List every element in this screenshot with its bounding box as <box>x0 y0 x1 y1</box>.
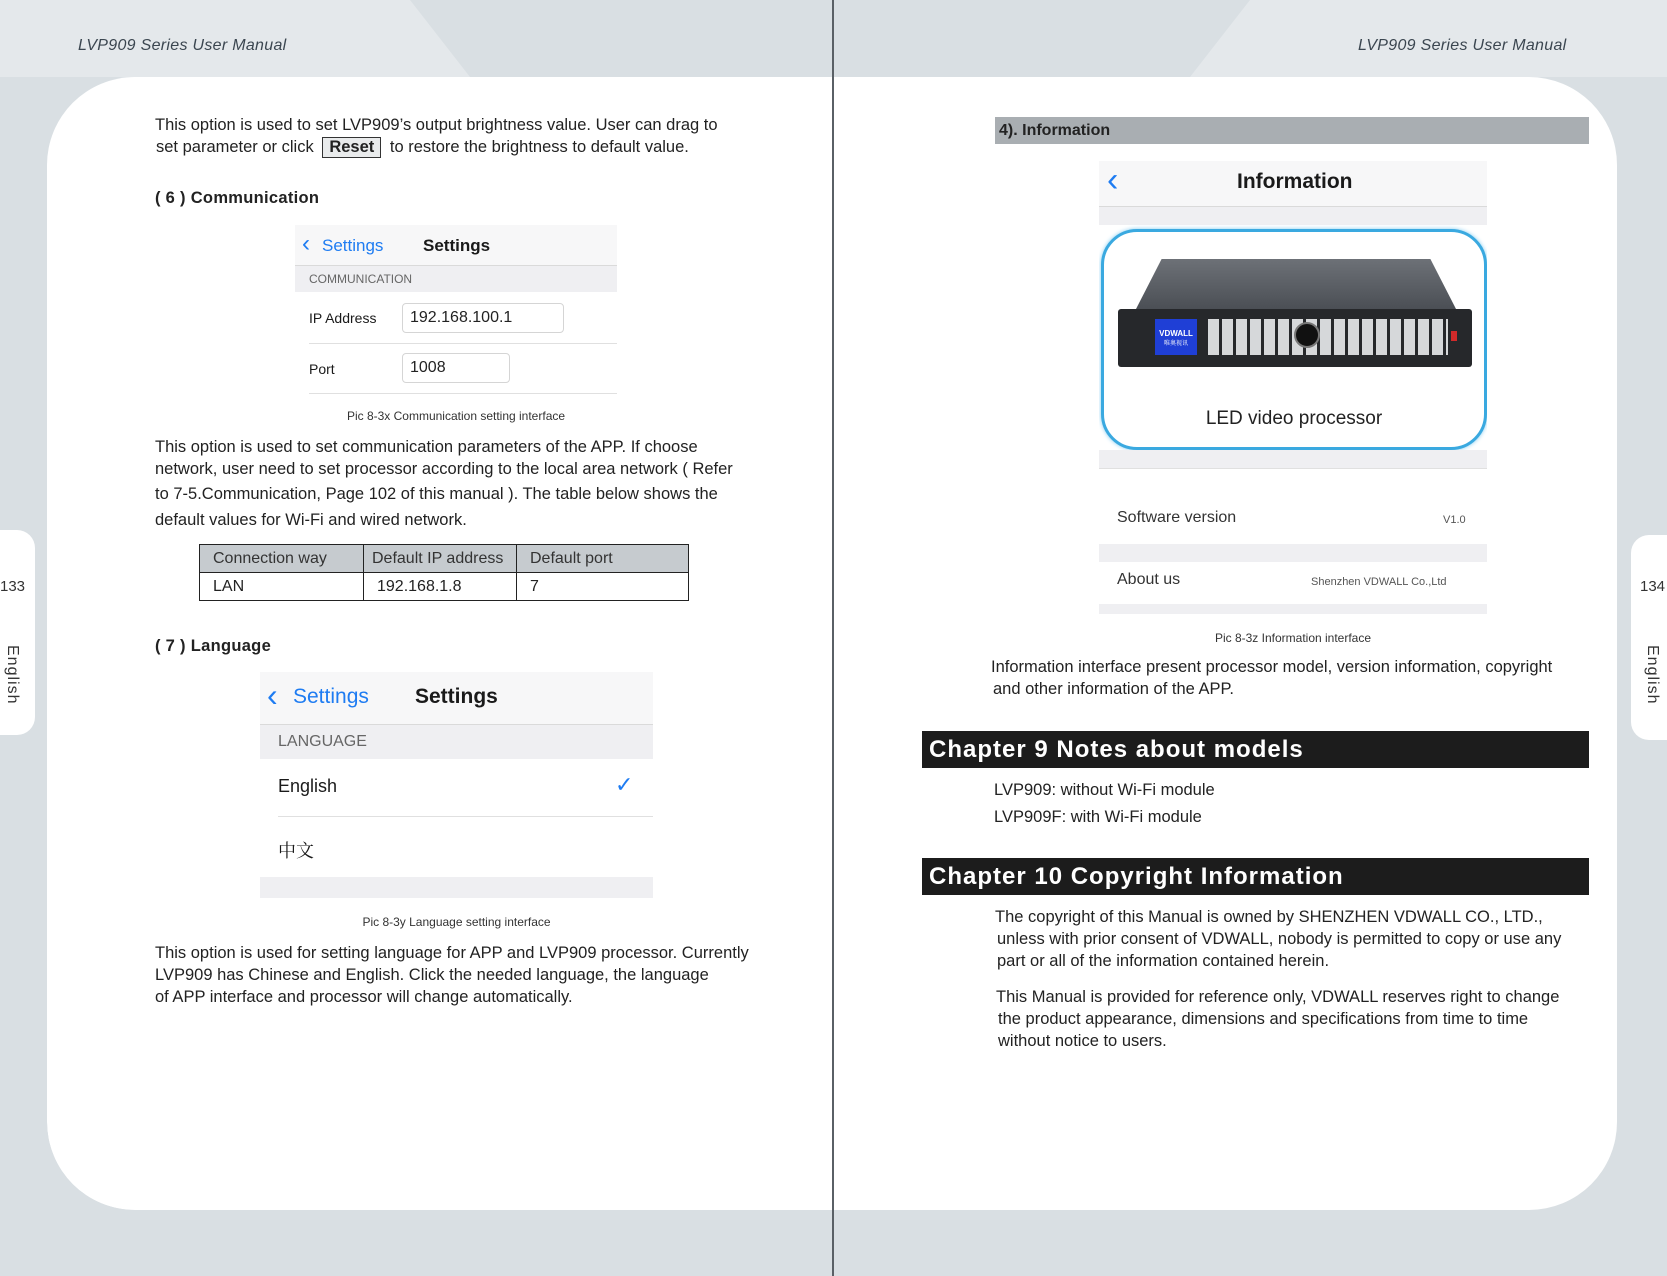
side-language-right: English <box>1644 645 1661 705</box>
device-label: LED video processor <box>1205 408 1383 429</box>
brightness-line-2 <box>156 136 689 158</box>
section-spacer <box>1099 544 1487 562</box>
table-cell: LAN <box>200 573 364 601</box>
bottom-spacer <box>1099 604 1487 614</box>
info-line-2: and other information of the APP. <box>993 680 1234 698</box>
header-title-right: LVP909 Series User Manual <box>1358 37 1567 54</box>
chapter-9-heading: Chapter 9 Notes about models <box>922 731 1589 768</box>
software-version-value: V1.0 <box>1443 514 1466 526</box>
device-top <box>1136 259 1456 309</box>
back-button[interactable]: Settings <box>293 685 369 708</box>
table-row <box>200 573 689 601</box>
default-values-table <box>199 544 689 601</box>
section-header: LANGUAGE <box>260 725 653 759</box>
device-brand: VDWALL <box>1159 329 1193 338</box>
copy-line: part or all of the information contained herein. <box>997 952 1330 970</box>
language-screenshot <box>260 672 653 898</box>
comm-line-1: This option is used to set communication parameters of the APP. If choose <box>155 438 698 456</box>
device-power-led <box>1451 331 1457 341</box>
page-number-right: 134 <box>1640 578 1666 595</box>
nav-bar <box>1099 161 1487 207</box>
row-separator <box>1099 468 1487 469</box>
info-line-1: Information interface present processor model, version information, copyright <box>991 658 1553 676</box>
device-brand-sub: 唯奥视讯 <box>1163 341 1188 347</box>
nav-title: Settings <box>423 236 491 255</box>
page-number-left: 133 <box>0 578 26 595</box>
port-label: Port <box>309 361 335 377</box>
back-chevron-icon[interactable]: ‹ <box>267 677 278 713</box>
copyright-paragraph-2 <box>996 986 1601 1052</box>
ip-address-input[interactable]: 192.168.100.1 <box>402 303 564 333</box>
page-divider <box>832 0 834 1276</box>
copyright-paragraph-1 <box>995 906 1600 972</box>
lang-line-1: This option is used for setting language for APP and LVP909 processor. Currently <box>155 944 749 962</box>
language-option-chinese[interactable]: 中文 <box>278 841 314 861</box>
device-knob <box>1294 322 1320 348</box>
ip-address-label: IP Address <box>309 310 377 326</box>
section-header: COMMUNICATION <box>295 266 617 292</box>
header-title-left: LVP909 Series User Manual <box>78 37 287 54</box>
copy-line: This Manual is provided for reference only, VDWALL reserves right to change <box>996 988 1560 1006</box>
port-input[interactable]: 1008 <box>402 353 510 383</box>
comm-line-2: network, user need to set processor according to the local area network ( Refer <box>155 460 733 478</box>
device-buttons <box>1208 319 1448 355</box>
brightness-text-before: set parameter or click <box>156 138 314 156</box>
nav-bar <box>295 225 617 266</box>
side-language-left: English <box>4 645 21 705</box>
information-paragraph <box>991 656 1601 700</box>
model-item: LVP909: without Wi-Fi module <box>994 781 1215 799</box>
copy-line: without notice to users. <box>998 1032 1167 1050</box>
section-spacer <box>1099 207 1487 225</box>
brightness-text-after: to restore the brightness to default value. <box>389 138 689 156</box>
communication-screenshot <box>295 225 617 395</box>
back-chevron-icon[interactable]: ‹ <box>1107 161 1119 199</box>
table-cell: 192.168.1.8 <box>364 573 517 601</box>
copy-line: unless with prior consent of VDWALL, nobody is permitted to copy or use any <box>997 930 1562 948</box>
brightness-line-1: This option is used to set LVP909’s output brightness value. User can drag to <box>155 116 718 134</box>
information-caption: Pic 8-3z Information interface <box>1214 631 1372 645</box>
models-list <box>994 779 1215 828</box>
back-button[interactable]: Settings <box>322 236 384 255</box>
communication-caption: Pic 8-3x Communication setting interface <box>346 409 566 423</box>
table-header-cell: Default IP address <box>364 545 517 573</box>
information-section-bar: 4). Information <box>995 117 1589 144</box>
model-item: LVP909F: with Wi-Fi module <box>994 808 1202 826</box>
back-chevron-icon[interactable]: ‹ <box>302 230 310 257</box>
about-us-value: Shenzhen VDWALL Co.,Ltd <box>1311 576 1447 588</box>
table-header-row <box>200 545 689 573</box>
device-card <box>1101 229 1487 450</box>
copy-line: the product appearance, dimensions and specifications from time to time <box>998 1010 1529 1028</box>
comm-line-4: default values for Wi-Fi and wired network. <box>155 511 467 529</box>
reset-button[interactable]: Reset <box>322 137 381 158</box>
row-separator-bottom <box>309 393 617 394</box>
bottom-spacer <box>260 877 653 898</box>
language-paragraph <box>155 942 775 1008</box>
device-screen <box>1155 319 1197 355</box>
communication-paragraph <box>155 436 775 531</box>
communication-heading: ( 6 ) Communication <box>155 189 320 207</box>
language-option-english[interactable]: English <box>278 776 338 796</box>
nav-bar <box>260 672 653 725</box>
section-spacer <box>1099 450 1487 468</box>
table-header-cell: Default port <box>517 545 689 573</box>
nav-title: Information <box>1237 170 1353 193</box>
about-us-label[interactable]: About us <box>1117 571 1181 588</box>
copy-line: The copyright of this Manual is owned by SHENZHEN VDWALL CO., LTD., <box>995 908 1543 926</box>
lang-line-2: LVP909 has Chinese and English. Click the needed language, the language <box>155 966 709 984</box>
chapter-10-heading: Chapter 10 Copyright Information <box>922 858 1589 895</box>
information-screenshot <box>1099 161 1487 614</box>
comm-line-3: to 7-5.Communication, Page 102 of this manual ). The table below shows the <box>155 485 718 503</box>
lang-line-3: of APP interface and processor will change automatically. <box>155 988 573 1006</box>
row-separator <box>278 816 653 817</box>
side-tab-right <box>1631 535 1667 740</box>
row-separator <box>309 343 617 344</box>
table-cell: 7 <box>517 573 689 601</box>
nav-title: Settings <box>415 685 498 708</box>
language-heading: ( 7 ) Language <box>155 637 272 655</box>
checkmark-icon: ✓ <box>615 772 634 797</box>
software-version-label: Software version <box>1117 509 1237 526</box>
table-header-cell: Connection way <box>200 545 364 573</box>
language-caption: Pic 8-3y Language setting interface <box>362 915 551 929</box>
device-front <box>1118 309 1472 367</box>
